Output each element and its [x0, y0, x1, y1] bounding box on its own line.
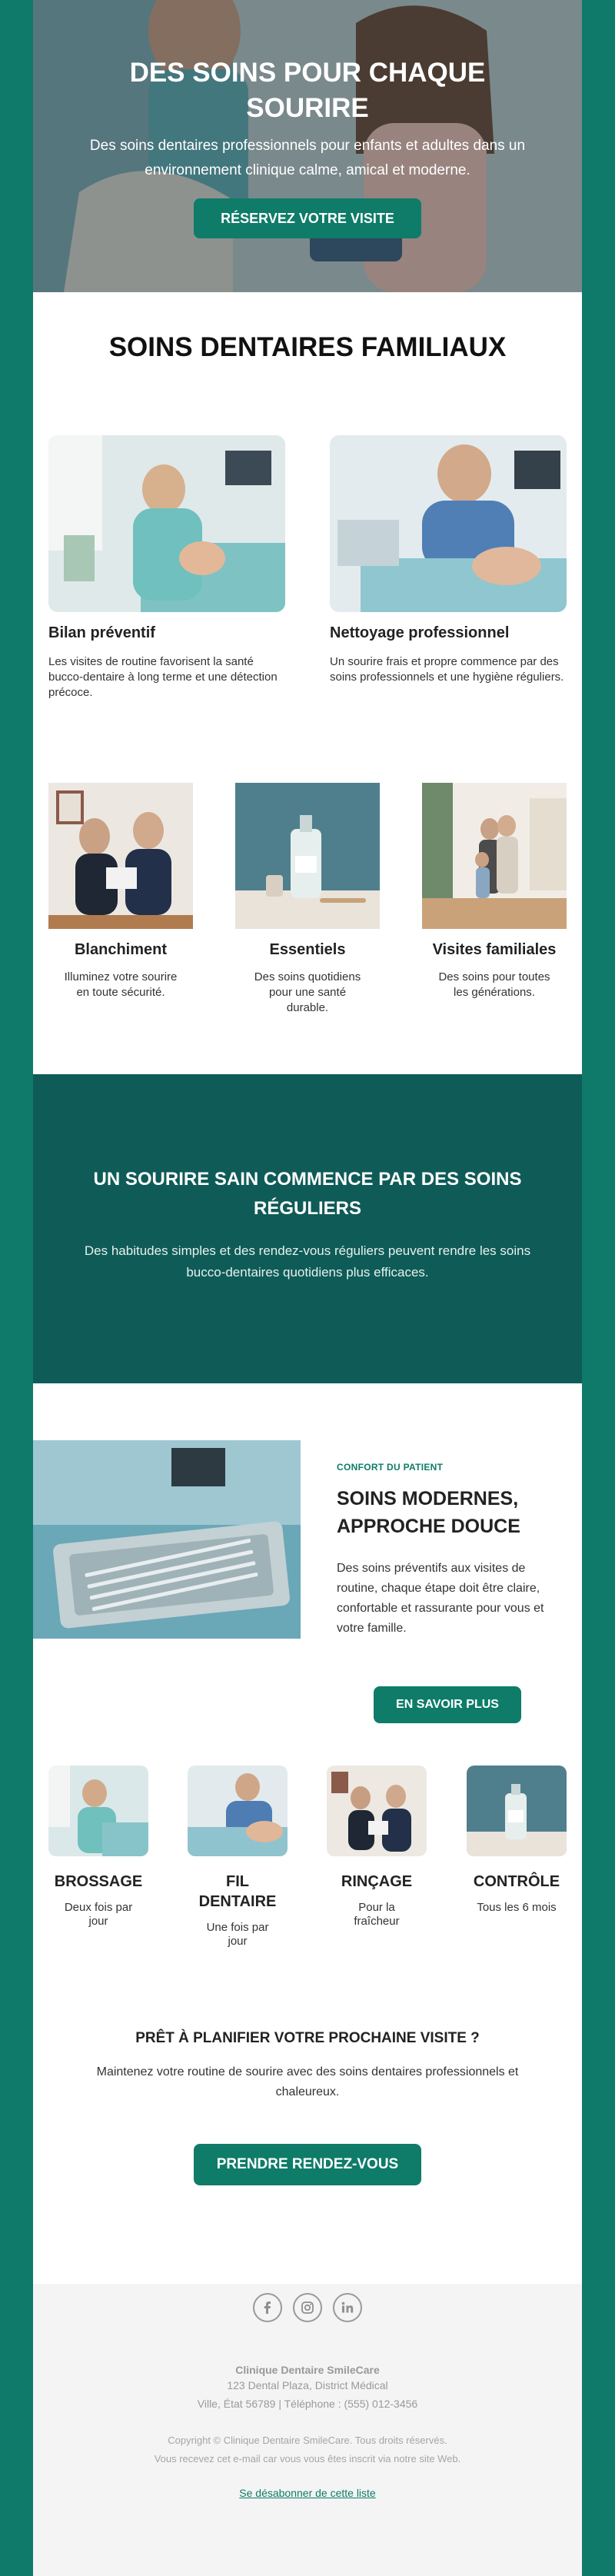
service-title: Bilan préventif: [48, 624, 155, 641]
services-title: SOINS DENTAIRES FAMILIAUX: [108, 332, 507, 362]
service-card-cleaning: [330, 435, 567, 685]
professional-cleaning-photo: [330, 435, 567, 612]
hero-title: DES SOINS POUR CHAQUE SOURIRE: [129, 58, 486, 123]
service-card-essentials: [235, 783, 380, 1016]
feature-eyebrow: CONFORT DU PATIENT: [337, 1462, 444, 1473]
learn-more-button[interactable]: EN SAVOIR PLUS: [374, 1686, 521, 1723]
service-title: Essentiels: [269, 941, 346, 958]
book-appointment-button[interactable]: PRENDRE RENDEZ-VOUS: [194, 2144, 421, 2185]
cta-text: Maintenez votre routine de sourire avec des soins dentaires professionnels et chaleureux.: [96, 2065, 519, 2098]
hero-content: [33, 55, 582, 238]
primary-services: [48, 435, 567, 712]
email-container: [33, 0, 582, 2576]
unsubscribe-link[interactable]: Se désabonner de cette liste: [239, 2487, 376, 2499]
tip-text: Pour la fraîcheur: [354, 1901, 400, 1928]
tip-card-floss: [188, 1766, 288, 1949]
clinic-contact: Ville, État 56789 | Téléphone : (555) 012-3456: [197, 2398, 418, 2410]
tip-title: RINÇAGE: [341, 1873, 413, 1890]
info-band: [33, 1074, 582, 1383]
band-title: UN SOURIRE SAIN COMMENCE PAR DES SOINS RÉGULIERS: [93, 1169, 522, 1219]
service-text: Des soins quotidiens pour une santé durable.: [254, 970, 361, 1014]
family-visit-photo: [422, 783, 567, 929]
facebook-icon[interactable]: [253, 2293, 282, 2322]
tip-title: CONTRÔLE: [473, 1873, 560, 1890]
social-links: [33, 2293, 582, 2322]
service-card-preventive: [48, 435, 285, 701]
preventive-checkup-photo: [48, 435, 285, 612]
service-title: Nettoyage professionnel: [330, 624, 510, 641]
feature-text: Des soins préventifs aux visites de routine, chaque étape doit être claire, confortable et rassurante pour vous et votre famille.: [337, 1562, 544, 1635]
instagram-icon[interactable]: [293, 2293, 322, 2322]
cta-title: PRÊT À PLANIFIER VOTRE PROCHAINE VISITE ?: [135, 2030, 480, 2046]
subscription-notice: Vous recevez cet e-mail car vous vous êtes inscrit via notre site Web.: [154, 2453, 461, 2465]
clinic-name: Clinique Dentaire SmileCare: [235, 2364, 380, 2376]
clinic-address: 123 Dental Plaza, District Médical: [227, 2379, 388, 2391]
cta-section: [33, 2030, 582, 2185]
hero-banner: [33, 0, 582, 292]
copyright-text: Copyright © Clinique Dentaire SmileCare. Tous droits réservés.: [168, 2435, 447, 2446]
service-text: Des soins pour toutes les générations.: [438, 970, 550, 999]
tip-text: Une fois par jour: [206, 1921, 269, 1948]
footer: [33, 2284, 582, 2576]
essentials-photo: [235, 783, 380, 929]
service-title: Blanchiment: [74, 941, 168, 958]
care-tips: [48, 1766, 567, 1965]
rinsing-photo: [327, 1766, 427, 1856]
feature-title: SOINS MODERNES, APPROCHE DOUCE: [337, 1488, 520, 1537]
tip-card-rinse: [327, 1766, 427, 1929]
tip-text: Tous les 6 mois: [477, 1901, 557, 1914]
secondary-services: [48, 783, 567, 1029]
feature-text-block: [337, 1462, 560, 1639]
service-text: Les visites de routine favorisent la santé bucco-dentaire à long terme et une détection précoce.: [48, 655, 278, 699]
brushing-photo: [48, 1766, 148, 1856]
service-card-family: [422, 783, 567, 1000]
tip-text: Deux fois par jour: [64, 1901, 133, 1928]
band-text: Des habitudes simples et des rendez-vous réguliers peuvent rendre les soins bucco-dentaires quotidiens plus efficaces.: [84, 1243, 531, 1280]
service-text: Illuminez votre sourire en toute sécurité.: [64, 970, 178, 999]
service-title: Visites familiales: [432, 941, 557, 958]
tip-card-checkup: [467, 1766, 567, 1915]
hero-subtitle: Des soins dentaires professionnels pour enfants et adultes dans un environnement clinique calme, amical et moderne.: [89, 138, 526, 178]
flossing-photo: [188, 1766, 288, 1856]
checkup-photo: [467, 1766, 567, 1856]
whitening-photo: [48, 783, 193, 929]
tip-card-brushing: [48, 1766, 148, 1929]
feature-section: [33, 1440, 582, 1732]
service-card-whitening: [48, 783, 193, 1000]
tip-title: FIL DENTAIRE: [198, 1873, 277, 1910]
book-visit-button[interactable]: RÉSERVEZ VOTRE VISITE: [194, 198, 421, 238]
dental-tools-photo: [33, 1440, 301, 1639]
service-text: Un sourire frais et propre commence par des soins professionnels et une hygiène réguliers.: [330, 655, 564, 684]
tip-title: BROSSAGE: [54, 1873, 143, 1890]
linkedin-icon[interactable]: [333, 2293, 362, 2322]
